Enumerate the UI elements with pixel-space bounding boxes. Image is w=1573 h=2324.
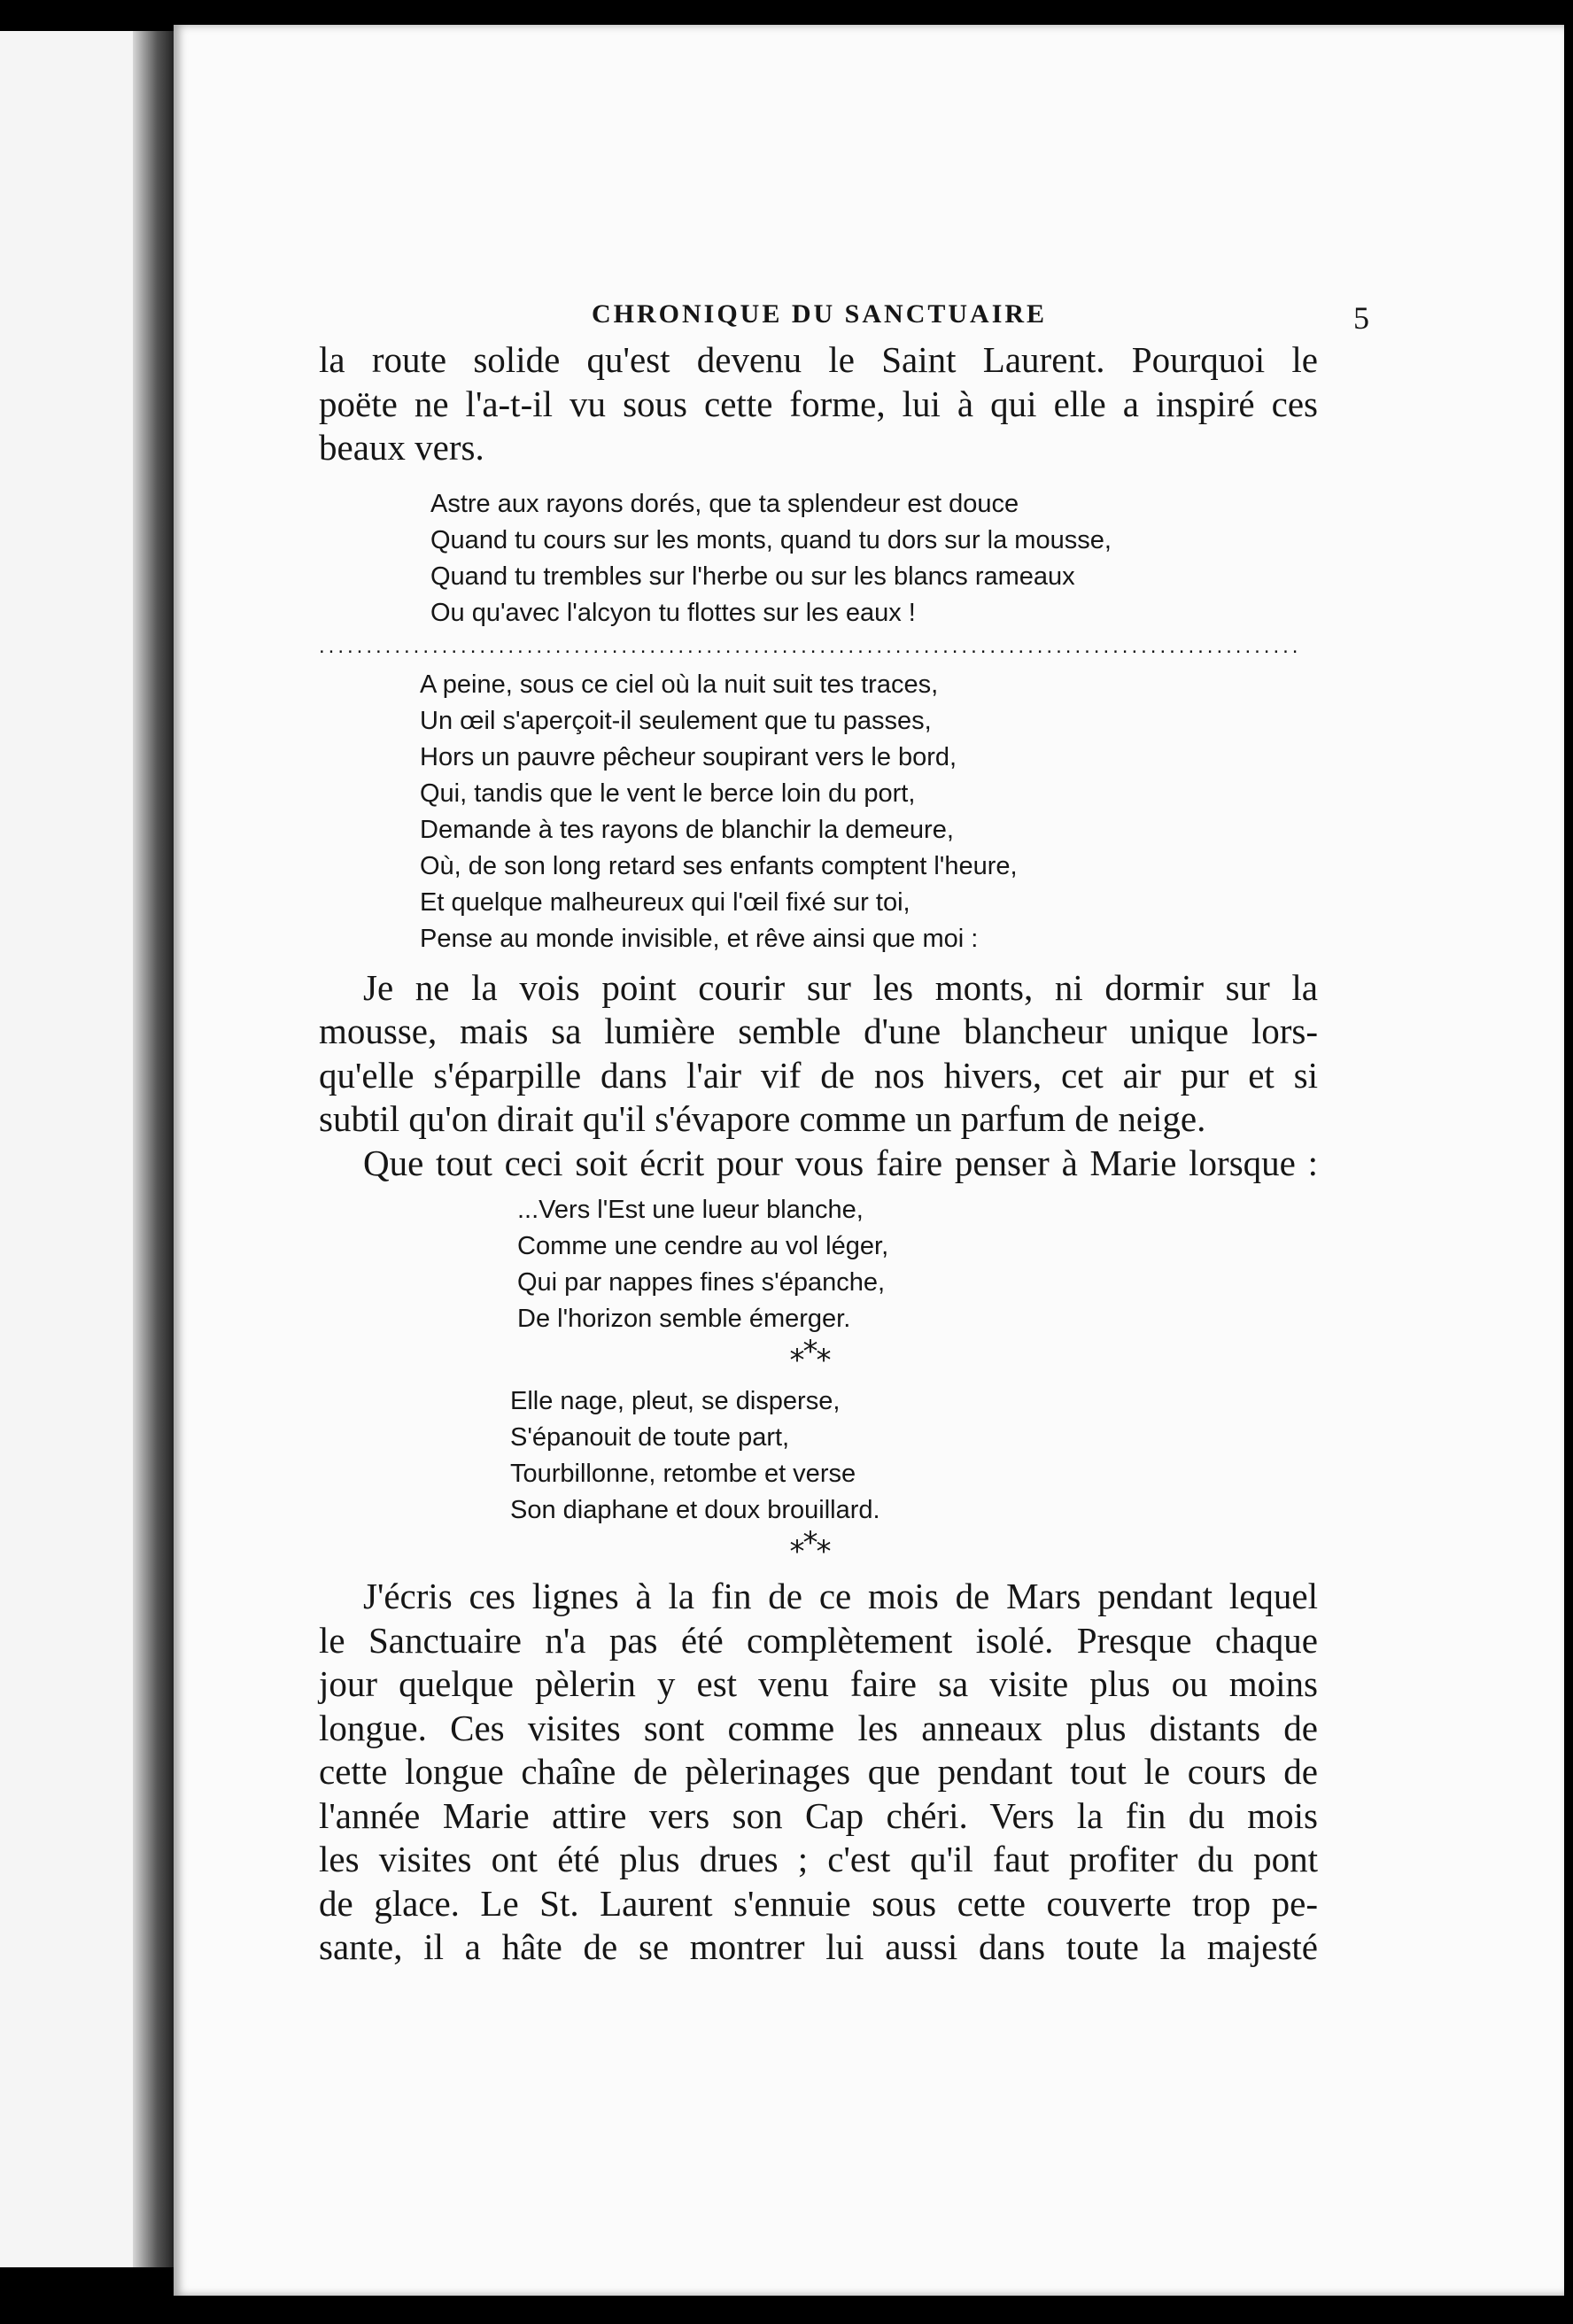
verse-line: Où, de son long retard ses enfants comptent l'heure, [420,851,1018,880]
poem-2-stanza-1 [517,1192,1318,1337]
verse-line: Qui, tandis que le vent le berce loin du port, [420,779,916,808]
asterism-ornament: *** [789,1334,830,1378]
ellipsis-line: ........................................................................................................ [319,633,1302,658]
verse-line: Qui par nappes fines s'épanche, [517,1268,886,1297]
verse-line: Ou qu'avec l'alcyon tu flottes sur les eaux ! [430,598,916,627]
text-line: cette longue chaîne de pèlerinages que pendant tout le cours de [319,1751,1318,1792]
verse-line: Quand tu cours sur les monts, quand tu dors sur la mousse, [430,525,1112,554]
text-line: jour quelque pèlerin y est venu faire sa visite plus ou moins [319,1663,1318,1704]
text-line: qu'elle s'éparpille dans l'air vif de nos hivers, cet air pur et si [319,1054,1318,1096]
text-line: le Sanctuaire n'a pas été complètement isolé. Presque chaque [319,1619,1318,1661]
verse-line: A peine, sous ce ciel où la nuit suit tes traces, [420,670,939,699]
page-number: 5 [1353,300,1369,336]
verse-line: Pense au monde invisible, et rêve ainsi que moi : [420,924,979,953]
asterism-ornament: *** [789,1525,830,1569]
text-line: la route solide qu'est devenu le Saint Laurent. Pourquoi le [319,339,1318,380]
text-line: l'année Marie attire vers son Cap chéri. Vers la fin du mois [319,1794,1318,1836]
page-content [319,282,1369,1970]
verse-line: Et quelque malheureux qui l'œil fixé sur toi, [420,887,910,917]
verse-line: Quand tu trembles sur l'herbe ou sur les blancs rameaux [430,562,1075,591]
text-line: subtil qu'on dirait qu'il s'évapore comme un parfum de neige. [319,1098,1206,1139]
verse-line: S'épanouit de toute part, [510,1423,790,1452]
text-line: beaux vers. [319,427,484,468]
verse-line: Astre aux rayons dorés, que ta splendeur est douce [430,489,1019,518]
verse-line: Son diaphane et doux brouillard. [510,1496,880,1524]
paragraph-4 [319,1575,1318,1970]
text-line: poëte ne l'a-t-il vu sous cette forme, lui à qui elle a inspiré ces [319,383,1318,424]
poem-2-stanza-2 [510,1383,1318,1529]
verse-line: ...Vers l'Est une lueur blanche, [517,1196,864,1224]
verse-line: Elle nage, pleut, se disperse, [510,1387,841,1415]
text-line: mousse, mais sa lumière semble d'une blancheur unique lors- [319,1011,1318,1051]
paragraph-3 [319,1142,1318,1186]
poem-2 [319,1192,1318,1575]
verse-line: Un œil s'aperçoit-il seulement que tu passes, [420,706,932,735]
verse-line: Demande à tes rayons de blanchir la demeure, [420,815,954,844]
text-line: longue. Ces visites sont comme les anneaux plus distants de [319,1707,1318,1748]
book-page [174,25,1564,2296]
verse-line: Hors un pauvre pêcheur soupirant vers le bord, [420,742,957,771]
running-head [319,282,1369,336]
text-line: Que tout ceci soit écrit pour vous faire penser à Marie lorsque : [363,1142,1318,1183]
verse-line: De l'horizon semble émerger. [517,1305,851,1333]
text-line: Je ne la vois point courir sur les monts, ni dormir sur la [363,966,1318,1008]
text-line: J'écris ces lignes à la fin de ce mois de Mars pendant lequel [363,1576,1318,1616]
book-gutter [133,31,177,2267]
poem-1-stanza-2 [420,667,1318,957]
text-line: sante, il a hâte de se montrer lui aussi dans toute la majesté [319,1926,1318,1967]
verse-line: Tourbillonne, retombe et verse [510,1460,856,1488]
running-title: CHRONIQUE DU SANCTUAIRE [592,299,1048,329]
poem-1-stanza-1 [430,486,1318,631]
text-line: les visites ont été plus drues ; c'est qu'il faut profiter du pont [319,1839,1318,1879]
paragraph-1 [319,338,1318,470]
text-line: de glace. Le St. Laurent s'ennuie sous cette couverte trop pe- [319,1882,1318,1924]
poem-1 [319,486,1318,957]
verse-line: Comme une cendre au vol léger, [517,1232,889,1260]
paragraph-2 [319,966,1318,1142]
